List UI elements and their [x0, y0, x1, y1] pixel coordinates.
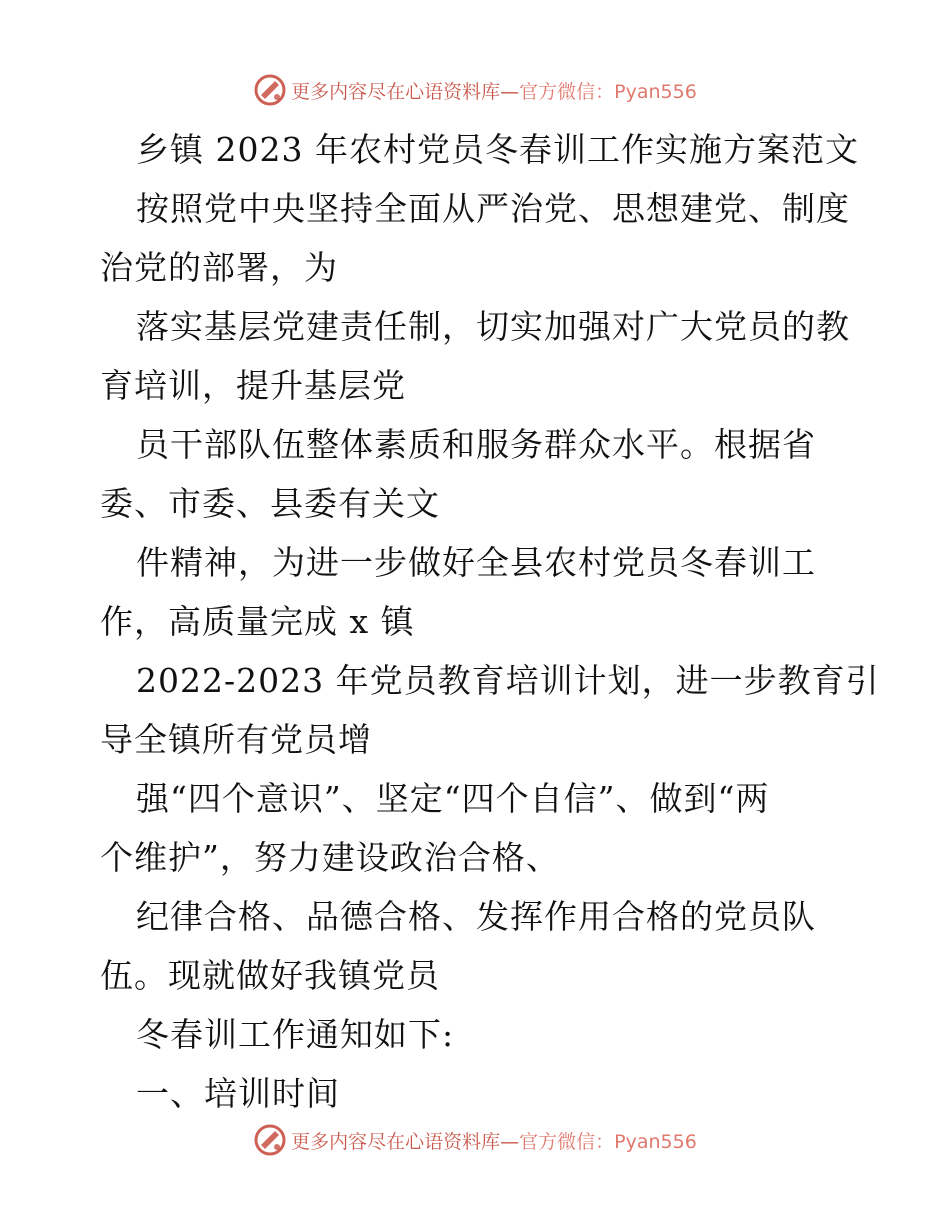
document-line: 个维护”，努力建设政治合格、: [100, 838, 560, 877]
logo-icon: [253, 73, 287, 107]
document-line: 强“四个意识”、坚定“四个自信”、做到“两: [136, 779, 770, 818]
header-watermark-banner: [0, 70, 950, 110]
document-line: 一、培训时间: [136, 1074, 340, 1113]
footer-watermark-banner: [0, 1120, 950, 1160]
document-line: 委、市委、县委有关文: [100, 484, 440, 523]
document-line: 纪律合格、品德合格、发挥作用合格的党员队: [136, 897, 816, 936]
document-line: 育培训，提升基层党: [100, 366, 406, 405]
document-line: 件精神，为进一步做好全县农村党员冬春训工: [136, 543, 816, 582]
document-line: 冬春训工作通知如下:: [136, 1015, 455, 1054]
document-line: 乡镇 2023 年农村党员冬春训工作实施方案范文: [136, 130, 859, 169]
document-line: 落实基层党建责任制，切实加强对广大党员的教: [136, 307, 850, 346]
logo-icon: [253, 1123, 287, 1157]
document-line: 员干部队伍整体素质和服务群众水平。根据省: [136, 425, 816, 464]
document-line: 伍。现就做好我镇党员: [100, 956, 440, 995]
document-line: 作，高质量完成 x 镇: [100, 602, 415, 641]
banner-text: 更多内容尽在心语资料库—: [291, 1130, 520, 1153]
document-line: 导全镇所有党员增: [100, 720, 372, 759]
banner-contact: 官方微信：Pyan556: [519, 1130, 697, 1153]
banner-contact: 官方微信：Pyan556: [519, 80, 697, 103]
document-body: [100, 120, 880, 1123]
document-line: 按照党中央坚持全面从严治党、思想建党、制度: [136, 189, 850, 228]
banner-text: 更多内容尽在心语资料库—: [291, 80, 520, 103]
document-line: 2022-2023 年党员教育培训计划，进一步教育引: [136, 661, 880, 700]
document-line: 治党的部署，为: [100, 248, 338, 287]
